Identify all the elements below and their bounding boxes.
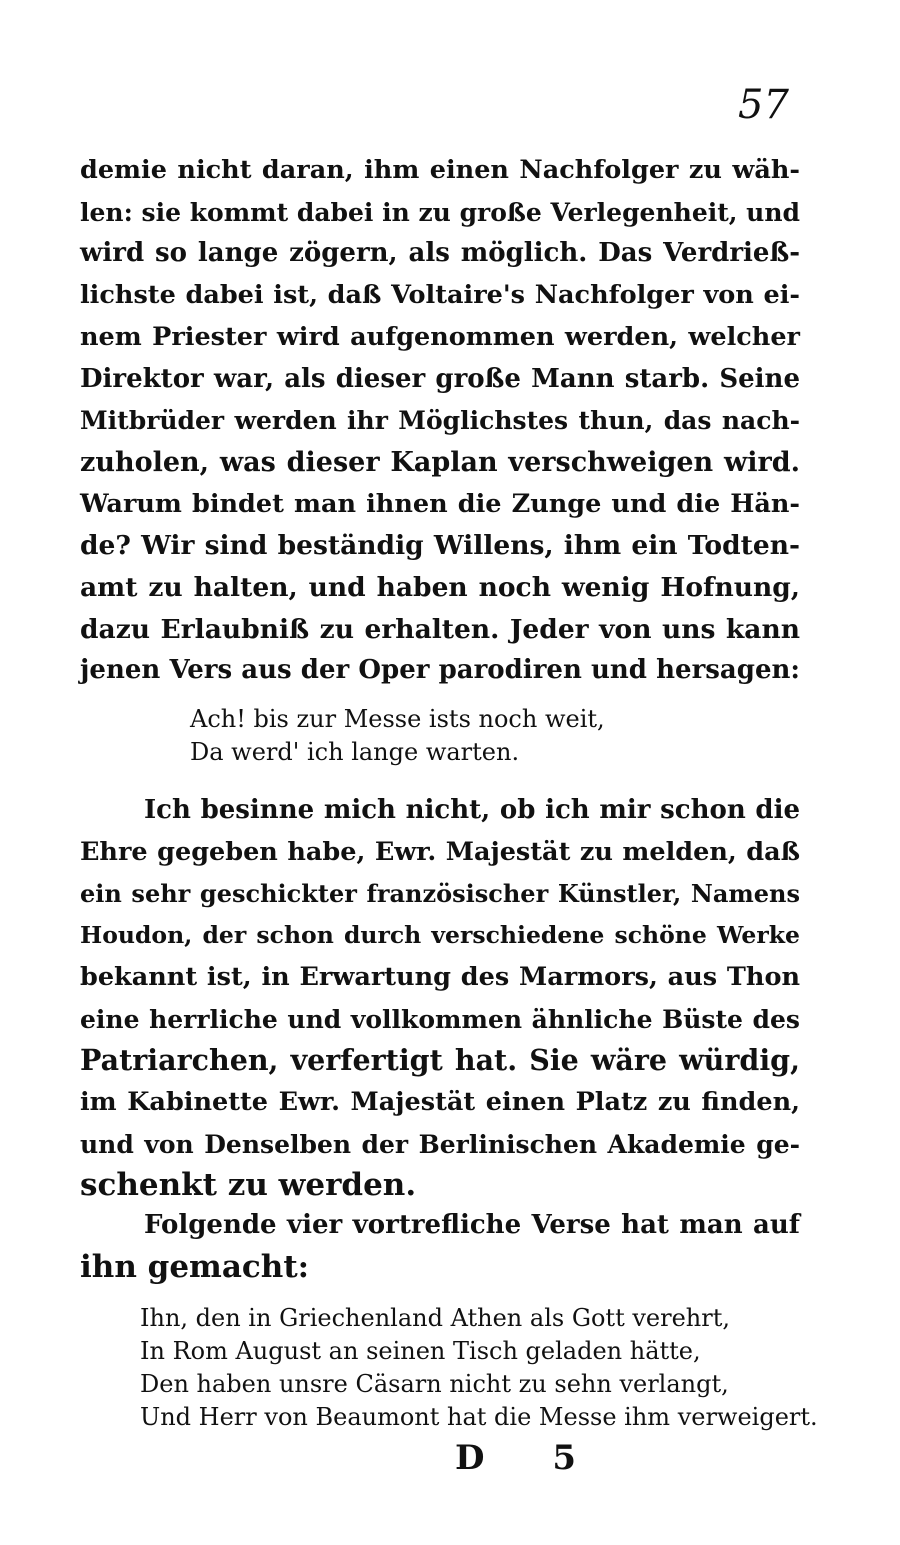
- page-number: 57: [738, 82, 789, 128]
- verse-line: Ihn, den in Griechenland Athen als Gott verehrt,: [140, 1304, 730, 1332]
- text-line: im Kabinette Ewr. Majestät einen Platz zu finden,: [80, 1086, 800, 1117]
- text-line: Ich besinne mich nicht, ob ich mir schon die: [144, 795, 800, 825]
- text-line: bekannt ist, in Erwartung des Marmors, aus Thon: [80, 961, 800, 992]
- paragraph-2: [80, 790, 800, 1207]
- text-line: Ehre gegeben habe, Ewr. Majestät zu melden, daß: [80, 836, 800, 867]
- text-line: Patriarchen, verfertigt hat. Sie wäre würdig,: [80, 1043, 800, 1078]
- text-line: schenkt zu werden.: [80, 1167, 417, 1204]
- text-line: Mitbrüder werden ihr Möglichstes thun, das nach-: [80, 406, 800, 436]
- paragraph-3: [80, 1205, 800, 1288]
- verse-line: Da werd' ich lange warten.: [190, 738, 520, 766]
- text-line: ihn gemacht:: [80, 1248, 310, 1285]
- verse-line: Den haben unsre Cäsarn nicht zu sehn verlangt,: [140, 1370, 729, 1398]
- text-line: nem Priester wird aufgenommen werden, welcher: [80, 321, 800, 352]
- text-line: eine herrliche und vollkommen ähnliche Büste des: [80, 1004, 800, 1034]
- text-line: Direktor war, als dieser große Mann starb. Seine: [80, 363, 800, 394]
- text-line: len: sie kommt dabei in zu große Verlegenheit, und: [80, 197, 801, 227]
- verse-line: Ach! bis zur Messe ists noch weit,: [190, 705, 605, 733]
- text-line: de? Wir sind beständig Willens, ihm ein Todten-: [80, 530, 800, 562]
- text-line: wird so lange zögern, als möglich. Das Verdrieß-: [80, 238, 800, 269]
- text-line: ein sehr geschickter französischer Künstler, Namens: [80, 879, 800, 909]
- text-line: und von Denselben der Berlinischen Akademie ge-: [80, 1129, 800, 1159]
- text-line: Houdon, der schon durch verschiedene schöne Werke: [80, 921, 800, 950]
- text-line: Folgende vier vortrefliche Verse hat man auf: [144, 1210, 800, 1240]
- verse-quote-2: [140, 1302, 818, 1434]
- text-line: lichste dabei ist, daß Voltaire's Nachfolger von ei-: [80, 280, 800, 311]
- text-line: zuholen, was dieser Kaplan verschweigen wird.: [80, 446, 800, 478]
- text-line: Warum bindet man ihnen die Zunge und die Hän-: [80, 488, 800, 519]
- verse-line: In Rom August an seinen Tisch geladen hätte,: [140, 1337, 701, 1365]
- text-line: demie nicht daran, ihm einen Nachfolger zu wäh-: [80, 155, 800, 185]
- printer-signature-mark: D 5: [455, 1438, 604, 1478]
- text-line: dazu Erlaubniß zu erhalten. Jeder von uns kann: [80, 613, 800, 645]
- text-line: amt zu halten, und haben noch wenig Hofnung,: [80, 572, 800, 604]
- text-line: jenen Vers aus der Oper parodiren und hersagen:: [80, 655, 800, 686]
- verse-line: Und Herr von Beaumont hat die Messe ihm verweigert.: [140, 1403, 818, 1431]
- verse-quote-1: [190, 703, 605, 769]
- paragraph-1: [80, 150, 800, 692]
